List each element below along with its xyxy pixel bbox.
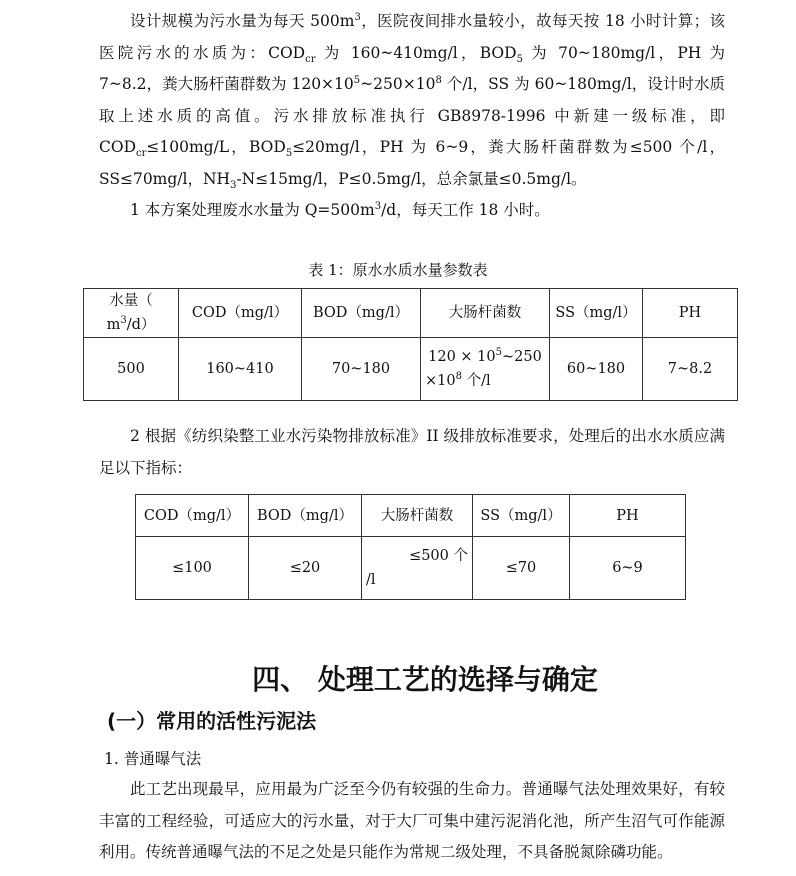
header-cell-ss: SS（mg/l） bbox=[550, 289, 643, 338]
cell-coliform bbox=[421, 338, 550, 401]
text-run: 为 70~180mg/l，PH 为 7~8.2，粪大肠杆菌群数为 120×10 bbox=[99, 43, 726, 93]
superscript: 5 bbox=[353, 74, 361, 86]
text-run: ，医院夜间排水量较小，故每天按 18 小时计算；该医院污水的水质为：COD bbox=[99, 12, 725, 62]
text-run: 个/l，SS 为 60~180mg/l，设计时水质取上述水质的高值。污水排放标准执行 GB8978-1996 中新建一级标准，即 COD bbox=[99, 75, 725, 156]
header-cell-ph: PH bbox=[643, 289, 738, 338]
superscript: 3 bbox=[120, 315, 127, 327]
table-header-row bbox=[136, 495, 686, 537]
text-run: 120 × 10 bbox=[428, 349, 496, 365]
cell-line bbox=[425, 369, 545, 393]
text-run: ~250 bbox=[502, 349, 542, 365]
paragraph-flow-volume bbox=[99, 195, 725, 227]
subscript: cr bbox=[305, 53, 316, 65]
header-cell-cod: COD（mg/l） bbox=[179, 289, 302, 338]
cell-bod: 70~180 bbox=[302, 338, 421, 401]
raw-water-quality-table bbox=[83, 288, 738, 401]
text-run: ×10 bbox=[425, 373, 456, 389]
cell-ph: 6~9 bbox=[570, 537, 686, 600]
cell-cod: ≤100 bbox=[136, 537, 249, 600]
table1-caption: 表 1：原水水质水量参数表 bbox=[308, 261, 488, 279]
text-run: -N≤15mg/l，P≤0.5mg/l，总余氯量≤0.5mg/l。 bbox=[236, 169, 587, 188]
cell-ss: ≤70 bbox=[473, 537, 570, 600]
section-title: (一）常用的活性污泥法 bbox=[107, 709, 317, 733]
superscript: 8 bbox=[455, 371, 462, 383]
effluent-quality-table bbox=[135, 494, 686, 600]
paragraph-design-scale bbox=[99, 6, 725, 195]
text-run: 设计规模为污水量为每天 500m bbox=[130, 12, 355, 30]
cell-coliform bbox=[362, 537, 473, 600]
header-cell-bod: BOD（mg/l） bbox=[249, 495, 362, 537]
superscript: 5 bbox=[495, 347, 503, 359]
cell-water-volume: 500 bbox=[84, 338, 179, 401]
chapter-title: 四、 处理工艺的选择与确定 bbox=[252, 663, 598, 696]
superscript: 3 bbox=[354, 11, 361, 23]
header-cell-water-volume bbox=[84, 289, 179, 338]
text-run: 个/l bbox=[461, 373, 491, 389]
cell-line: /l bbox=[366, 572, 376, 588]
cell-line: ≤500 个 bbox=[409, 548, 468, 564]
table-header-row bbox=[84, 289, 738, 338]
superscript: 8 bbox=[435, 74, 442, 86]
cell-ph: 7~8.2 bbox=[643, 338, 738, 401]
cell-line bbox=[425, 345, 545, 369]
subscript: 5 bbox=[516, 53, 523, 65]
subscript: 5 bbox=[285, 148, 293, 160]
text-run: /d，每天工作 18 小时。 bbox=[381, 201, 550, 219]
header-cell-coliform: 大肠杆菌数 bbox=[362, 495, 473, 537]
superscript: 3 bbox=[374, 200, 382, 212]
table-row bbox=[136, 537, 686, 600]
header-cell-coliform: 大肠杆菌数 bbox=[421, 289, 550, 338]
text-run: /d） bbox=[126, 317, 156, 333]
text-run: ≤100mg/L，BOD bbox=[146, 138, 286, 156]
paragraph-discharge-standard: 2 根据《纺织染整工业水污染物排放标准》II 级排放标准要求，处理后的出水水质应满足以下指标： bbox=[99, 427, 725, 477]
header-cell-cod: COD（mg/l） bbox=[136, 495, 249, 537]
paragraph-conventional-aeration: 此工艺出现最早，应用最为广泛至今仍有较强的生命力。普通曝气法处理效果好，有较丰富的工程经验，可适应大的污水量，对于大厂可集中建污泥消化池，所产生沼气可作能源利用。传统普通曝气法的不足之处是只能作为常规二级处理，不具备脱氮除磷功能。 bbox=[99, 780, 725, 861]
text-run: ≤20mg/l，PH 为 6~9，粪大肠杆菌群数为≤500 个/l，SS≤70mg/l，NH bbox=[99, 138, 725, 188]
header-cell-ss: SS（mg/l） bbox=[473, 495, 570, 537]
cell-ss: 60~180 bbox=[550, 338, 643, 401]
text-run: 1 本方案处理废水水量为 Q=500m bbox=[130, 201, 375, 219]
subscript: cr bbox=[136, 148, 147, 160]
cell-cod: 160~410 bbox=[179, 338, 302, 401]
table-row bbox=[84, 338, 738, 401]
cell-bod: ≤20 bbox=[249, 537, 362, 600]
text-run: 水量（ m bbox=[106, 293, 153, 333]
text-run: 为 160~410mg/l，BOD bbox=[315, 43, 517, 62]
subscript: 3 bbox=[230, 179, 237, 191]
text-run: ~250×10 bbox=[360, 75, 436, 93]
header-cell-bod: BOD（mg/l） bbox=[302, 289, 421, 338]
subsection-title: 1. 普通曝气法 bbox=[104, 750, 202, 768]
header-cell-ph: PH bbox=[570, 495, 686, 537]
